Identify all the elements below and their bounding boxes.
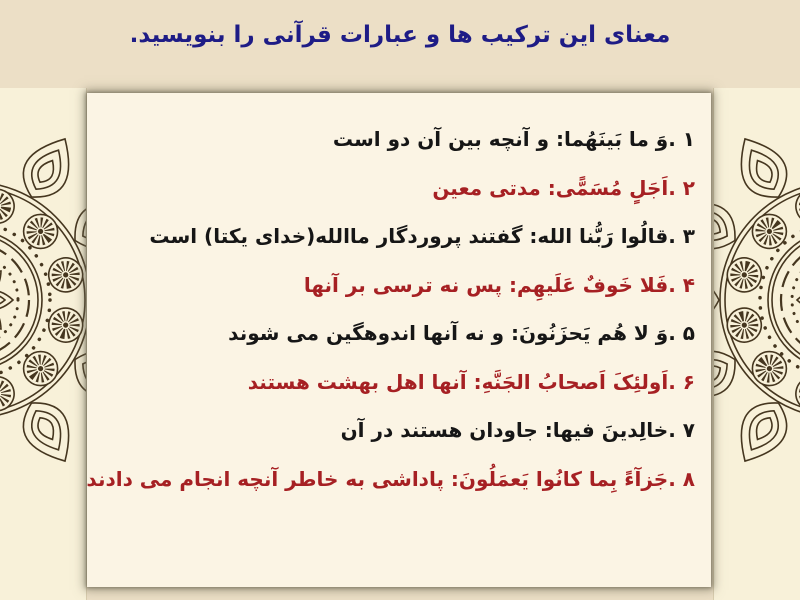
- mandala-ornament-right-icon: [713, 100, 800, 500]
- vocab-line-2: ۲ .اَجَلٍ مُسَمًّی: مدتی معین: [432, 175, 695, 200]
- vocab-line-5: ۵ .وَ لا هُم یَحزَنُونَ: و نه آنها اندوهگین می شوند: [228, 321, 695, 345]
- vocab-line-7: ۷ .خالِدینَ فیها: جاودان هستند در آن: [340, 418, 695, 442]
- vocab-line-4: ۴ .فَلا خَوفٌ عَلَیهِم: پس نه ترسی بر آنها: [303, 272, 695, 297]
- vocab-line-1: ۱ .وَ ما بَینَهُما: و آنچه بین آن دو است: [332, 127, 695, 151]
- vocab-line-3: ۳ .قالُوا رَبُّنا الله: گفتند پروردگار ماالله(خدای یکتا) است: [149, 224, 695, 248]
- vocab-line-8: ۸ .جَزآءً بِما کانُوا یَعمَلُونَ: پاداشی به خاطر آنچه انجام می دادند: [86, 466, 695, 491]
- right-ornament-panel: [713, 88, 800, 600]
- vocabulary-list-box: [87, 93, 711, 587]
- mandala-ornament-left-icon: [0, 100, 87, 500]
- left-ornament-panel: [0, 88, 87, 600]
- vocab-line-6: ۶ .اَولئِکَ اَصحابُ الجَنَّهِ: آنها اهل بهشت هستند: [247, 369, 695, 394]
- slide-title: معنای این ترکیب ها و عبارات قرآنی را بنویسید.: [129, 22, 671, 48]
